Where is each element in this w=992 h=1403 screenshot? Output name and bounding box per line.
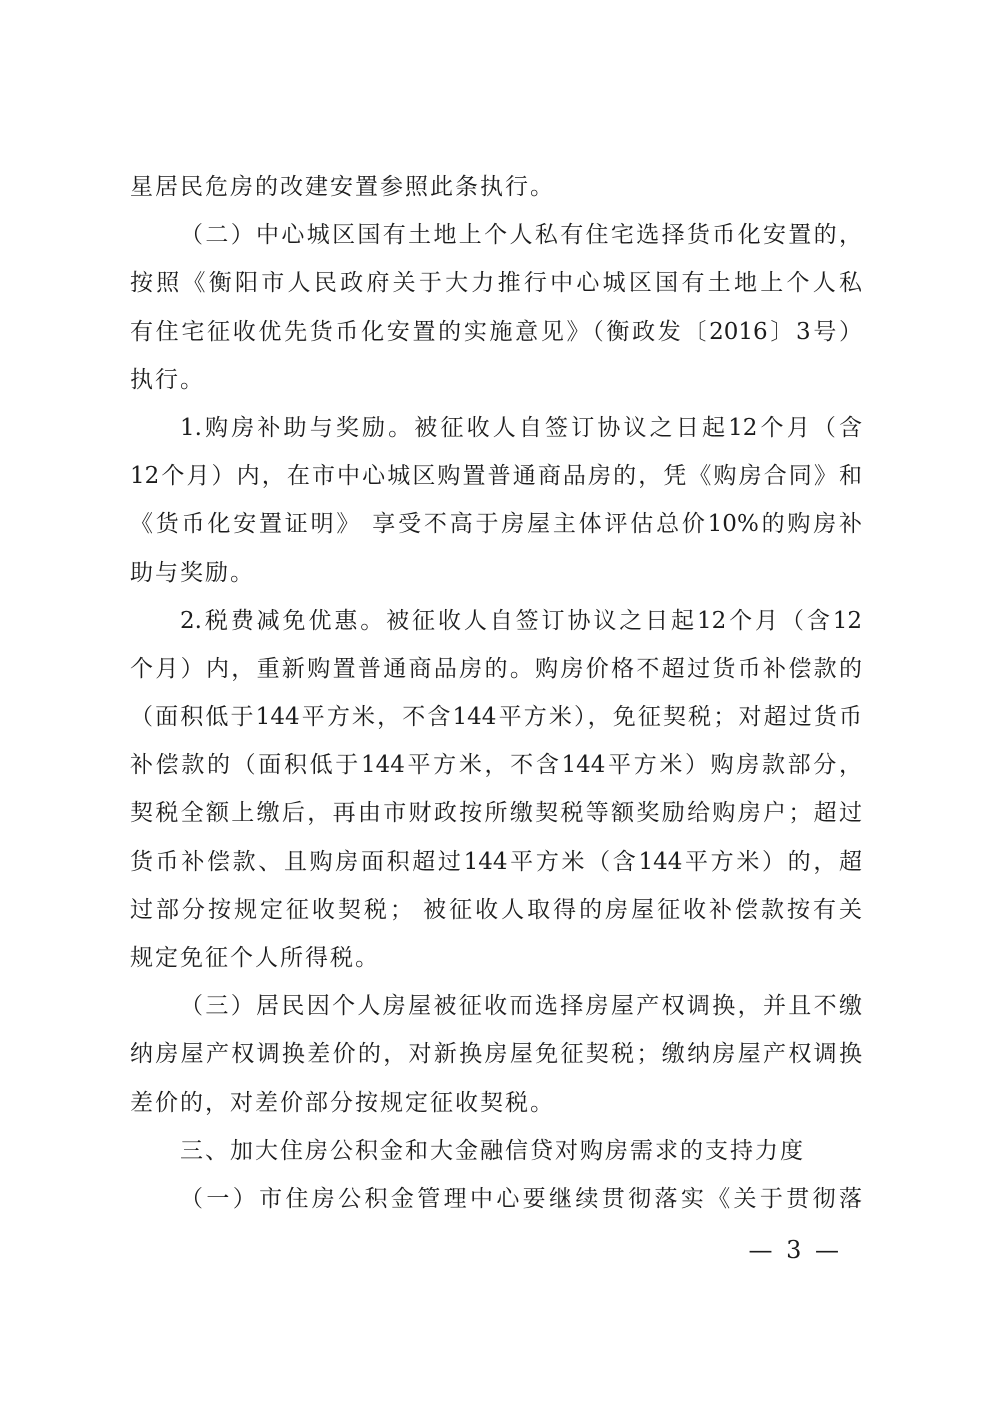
text-line: 有住宅征收优先货币化安置的实施意见》（衡政发〔2016〕3号） xyxy=(130,318,862,345)
paragraph xyxy=(130,1175,862,1223)
text-line: 货币补偿款、且购房面积超过144平方米（含144平方米）的，超 xyxy=(130,848,862,875)
paragraph xyxy=(130,211,862,404)
text-line: 规定免征个人所得税。 xyxy=(130,945,380,971)
text-line: 1.购房补助与奖励。被征收人自签订协议之日起12个月（含 xyxy=(180,414,862,441)
paragraph xyxy=(130,163,862,211)
text-line: 差价的，对差价部分按规定征收契税。 xyxy=(130,1089,555,1116)
text-line: 三、加大住房公积金和大金融信贷对购房需求的支持力度 xyxy=(180,1137,805,1164)
text-line: 2.税费减免优惠。被征收人自签订协议之日起12个月（含12 xyxy=(180,607,862,634)
text-line: 过部分按规定征收契税； 被征收人取得的房屋征收补偿款按有关 xyxy=(130,896,862,923)
paragraph xyxy=(130,404,862,597)
text-line: 补偿款的（面积低于144平方米，不含144平方米）购房款部分， xyxy=(130,752,862,779)
text-line: （面积低于144平方米，不含144平方米），免征契税；对超过货币 xyxy=(130,704,862,731)
text-line: （三）居民因个人房屋被征收而选择房屋产权调换，并且不缴 xyxy=(180,993,862,1020)
text-line: （二）中心城区国有土地上个人私有住宅选择货币化安置的， xyxy=(180,222,862,249)
text-line: 助与奖励。 xyxy=(130,559,255,586)
section-heading xyxy=(130,1127,862,1175)
text-line: 执行。 xyxy=(130,366,205,393)
text-line: 《货币化安置证明》 享受不高于房屋主体评估总价10%的购房补 xyxy=(130,511,862,538)
text-line: 按照《衡阳市人民政府关于大力推行中心城区国有土地上个人私 xyxy=(130,270,862,297)
text-line: 12个月）内，在市中心城区购置普通商品房的，凭《购房合同》和 xyxy=(130,463,862,490)
text-line: （一）市住房公积金管理中心要继续贯彻落实《关于贯彻落 xyxy=(180,1185,862,1212)
text-line: 个月）内，重新购置普通商品房的。购房价格不超过货币补偿款的 xyxy=(130,655,862,682)
text-line: 契税全额上缴后，再由市财政按所缴契税等额奖励给购房户；超过 xyxy=(130,800,862,827)
document-body xyxy=(130,163,862,1223)
paragraph xyxy=(130,597,862,983)
page-number: — 3 — xyxy=(748,1236,842,1264)
paragraph xyxy=(130,982,862,1127)
text-line: 纳房屋产权调换差价的，对新换房屋免征契税；缴纳房屋产权调换 xyxy=(130,1041,862,1068)
text-line: 星居民危房的改建安置参照此条执行。 xyxy=(130,174,555,200)
